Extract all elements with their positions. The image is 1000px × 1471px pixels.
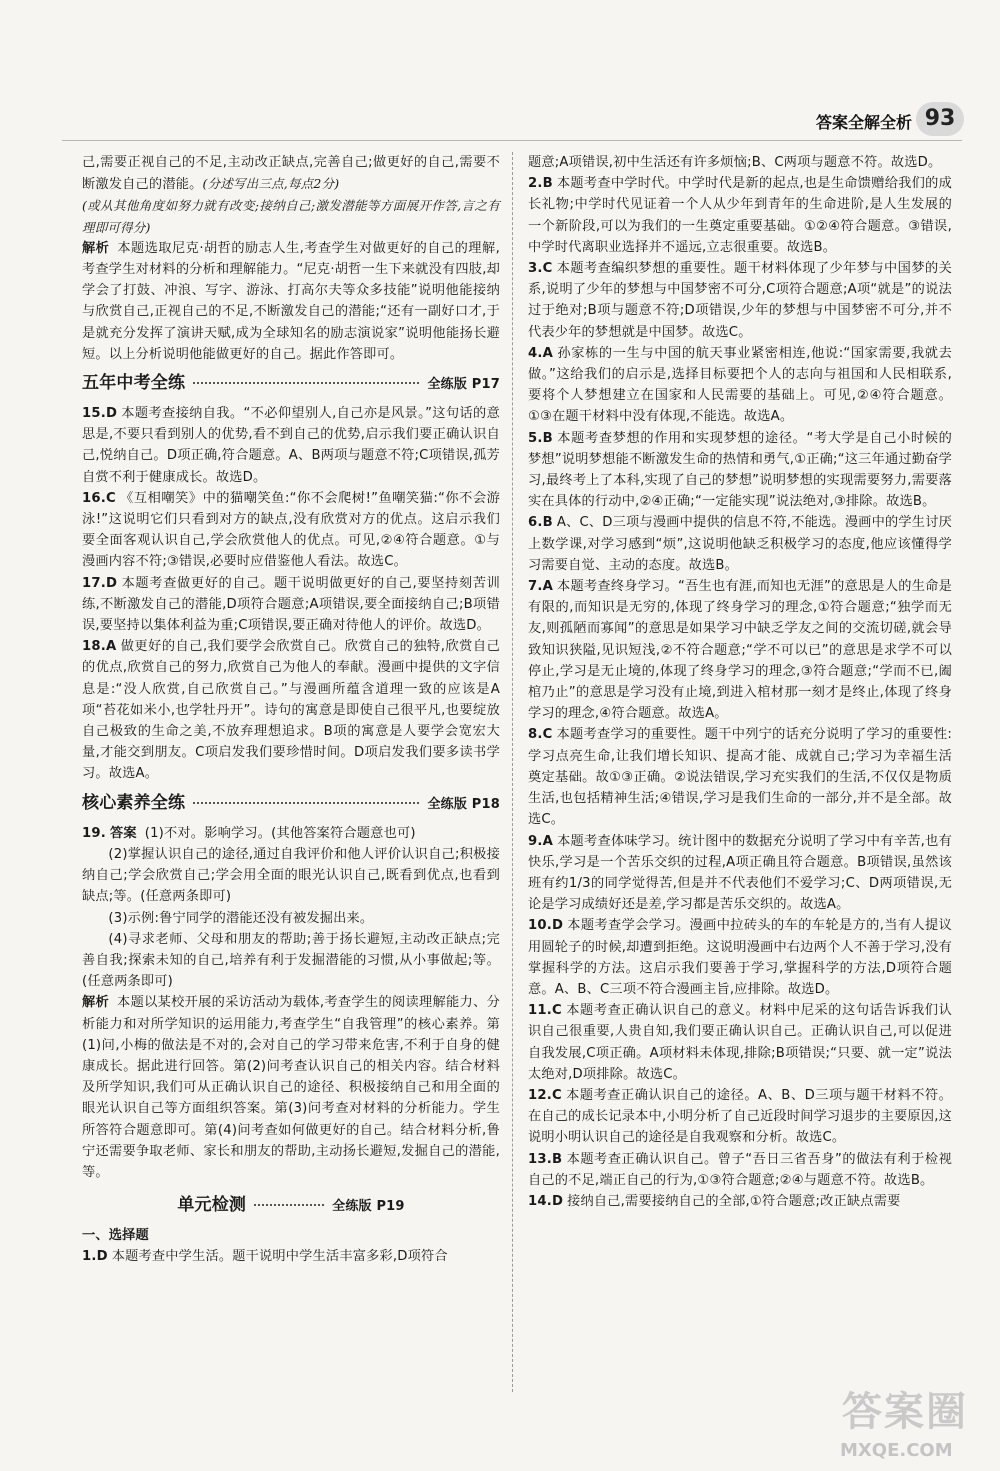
question-text: 做更好的自己,我们要学会欣赏自己。欣赏自己的独特,欣赏自己的优点,欣赏自己的努力,欣赏自己为他人的奉献。漫画中提供的文字信息是:“没人欣赏,自己欣赏自己。”与漫画所蕴含道理一致的应该是A项“苔花如米小,也学牡丹开”。诗句的寓意是即使自己很平凡,也要绽放自己极致的生命之美,不放弃理想追求。B项的寓意是人要学会宽宏大量,才能交到朋友。C项启发我们要珍惜时间。D项启发我们要多读书学习。故选A。 xyxy=(82,639,500,782)
question-number: 13.B xyxy=(528,1151,563,1167)
question-text: 本题考查中学时代。中学时代是新的起点,也是生命馈赠给我们的成长礼物;中学时代见证着一个人从少年到青年的生命进阶,是人生发展的一个新阶段,可以为我们的一生奠定重要基础。①②④符合题意。③错误,中学时代离职业选择并不遥远,立志很重要。故选B。 xyxy=(528,176,952,255)
section-header xyxy=(82,373,500,397)
section-title: 核心素养全练 xyxy=(82,792,186,813)
analysis-text: 本题以某校开展的采访活动为载体,考查学生的阅读理解能力、分析能力和对所学知识的运用能力,考查学生“自我管理”的核心素养。第(1)问,小梅的做法是不对的,会对自己的学习带来危害,不利于自身的健康成长。据此进行回答。第(2)问考查认识自己的相关内容。结合材料及所学知识,我们可从正确认识自己的途径、积极接纳自己和用全面的眼光认识自己等方面组织答案。第(3)问考查对材料的分析能力。学生所答符合题意即可。第(4)问考查如何做更好的自己。结合材料分析,鲁宁还需要争取老师、家长和朋友的帮助,主动扬长避短,发掘自己的潜能,等。 xyxy=(82,995,500,1180)
question-number: 12.C xyxy=(528,1087,562,1103)
question-number: 17.D xyxy=(82,575,118,591)
section-title: 单元检测 xyxy=(177,1195,247,1216)
question-item xyxy=(528,173,952,258)
question-number: 11.C xyxy=(528,1003,562,1019)
question-text: 接纳自己,需要接纳自己的全部,①符合题意;改正缺点需要 xyxy=(567,1193,901,1209)
question-text: 本题考查编织梦想的重要性。题干材料体现了少年梦与中国梦的关系,说明了少年的梦想与中国梦密不可分,C项符合题意;A项“就是”的说法过于绝对;B项与题意不符;D项错误,少年的梦想与中国梦密不可分,并不代表少年的梦想就是中国梦。故选C。 xyxy=(528,261,952,340)
page-number: 93 xyxy=(916,102,964,136)
section-ref: 全练版 P18 xyxy=(427,796,500,812)
answer-part: (2)掌握认识自己的途径,通过自我评价和他人评价认识自己;积极接纳自己;学会欣赏自己;学会用全面的眼光认识自己,既看到优点,也看到缺点;等。(任意两条即可) xyxy=(82,846,500,905)
subsection-title: 一、选择题 xyxy=(82,1228,149,1244)
column-divider xyxy=(512,152,513,1392)
question-text: 《互相嘲笑》中的猫嘲笑鱼:“你不会爬树!”鱼嘲笑猫:“你不会游泳!”这说明它们只看到对方的缺点,没有欣赏对方的优点。这启示我们要全面客观认识自己,学会欣赏他人的优点。可见,②④符合题意。①与漫画内容不符;③错误,必要时应借鉴他人看法。故选C。 xyxy=(82,490,500,570)
question-number: 3.C xyxy=(528,261,553,277)
question-text: 本题考查正确认识自己的途径。A、B、D三项与题干材料不符。在自己的成长记录本中,小明分析了自己近段时间学习退步的主要原因,这说明小明认识自己的途径是自我观察和分析。故选C。 xyxy=(528,1087,952,1146)
header-title: 答案全解全析 xyxy=(815,113,912,132)
section-header xyxy=(82,793,500,817)
section-ref: 全练版 P19 xyxy=(332,1199,405,1215)
answer-part: (3)示例:鲁宁同学的潜能还没有被发掘出来。 xyxy=(108,910,374,926)
question-number: 1.D xyxy=(82,1249,108,1265)
paragraph: 题意;A项错误,初中生活还有许多烦恼;B、C两项与题意不符。故选D。 xyxy=(528,155,942,170)
question-number: 9.A xyxy=(528,833,553,849)
question-number: 8.C xyxy=(528,727,553,743)
question-item xyxy=(82,573,500,637)
section-leader xyxy=(193,802,419,804)
question-number: 5.B xyxy=(528,430,553,446)
question-item xyxy=(82,1246,500,1267)
question-item xyxy=(528,512,952,576)
question-number: 10.D xyxy=(528,918,564,934)
question-item xyxy=(528,343,952,428)
question-number: 6.B xyxy=(528,515,553,531)
question-item xyxy=(82,636,500,784)
question-text: 孙家栋的一生与中国的航天事业紧密相连,他说:“国家需要,我就去做。”这给我们的启示是,选择目标要把个人的志向与祖国和人民相联系,要将个人梦想建立在国家和人民需要的基础上。可见,②④符合题意。①③在题干材料中没有体现,不能选。故选A。 xyxy=(528,345,952,425)
answer-part: (4)寻求老师、父母和朋友的帮助;善于扬长避短,主动改正缺点;完善自我;探索未知的自己,培养有利于发掘潜能的习惯,从小事做起;等。(任意两条即可) xyxy=(82,931,500,990)
analysis-paragraph xyxy=(82,238,500,365)
scoring-note: (或从其他角度如努力就有改变;接纳自己;激发潜能等方面展开作答,言之有理即可得分) xyxy=(82,198,500,235)
question-number: 19. xyxy=(82,825,106,841)
question-item xyxy=(82,403,500,488)
question-item xyxy=(82,488,500,573)
analysis-paragraph xyxy=(82,992,500,1183)
section-ref: 全练版 P17 xyxy=(427,377,500,393)
question-number: 2.B xyxy=(528,176,553,192)
question-text: 本题考查梦想的作用和实现梦想的途径。“考大学是自己小时候的梦想”说明梦想能不断激发生命的热情和勇气,①正确;“这三年通过勤奋学习,最终考上了本科,实现了自己的梦想”说明梦想的实现需要努力,需要落实在具体的行动中,②④正确;“一定能实现”说法绝对,③排除。故选B。 xyxy=(528,430,952,510)
analysis-label: 解析 xyxy=(82,240,110,256)
question-text: 本题考查正确认识自己。曾子“吾日三省吾身”的做法有利于检视自己的不足,端正自己的行为,①③符合题意;②④与题意不符。故选B。 xyxy=(528,1151,952,1188)
watermark-logo: 答案圈 xyxy=(842,1389,968,1435)
analysis-label: 解析 xyxy=(82,995,110,1011)
question-number: 18.A xyxy=(82,639,117,655)
section-title: 五年中考全练 xyxy=(82,373,186,394)
question-item xyxy=(528,258,952,343)
answer-text: 己,需要正视自己的不足,主动改正缺点,完善自己;做更好的自己,需要不断激发自己的潜能。 xyxy=(82,155,500,193)
question-text: 本题考查学习的重要性。题干中列宁的话充分说明了学习的重要性:学习点亮生命,让我们增长知识、提高才能、成就自己;学习为幸福生活奠定基础。故①③正确。②说法错误,学习充实我们的生活,不仅仅是物质生活,也包括精神生活;④错误,学习是我们生命的一部分,并不是全部。故选C。 xyxy=(528,727,952,828)
section-leader xyxy=(193,382,419,384)
question-item xyxy=(528,915,952,1000)
paragraph xyxy=(82,152,500,195)
question-number: 15.D xyxy=(82,406,118,422)
question-item xyxy=(528,831,952,916)
question-item xyxy=(528,1085,952,1149)
question-item xyxy=(528,1191,952,1212)
question-text: 本题考查正确认识自己的意义。材料中尼采的这句话告诉我们认识自己很重要,人贵自知,我们要正确认识自己。正确认识自己,可以促进自我发展,C项正确。A项材料未体现,排除;B项错误;“只要、就一定”说法太绝对,D项排除。故选C。 xyxy=(528,1003,952,1082)
right-column xyxy=(528,152,952,1212)
question-text: 本题考查终身学习。“吾生也有涯,而知也无涯”的意思是人的生命是有限的,而知识是无穷的,体现了终身学习的理念,①符合题意;“独学而无友,则孤陋而寡闻”的意思是如果学习中缺乏学友之间的交流切磋,就会导致知识狭隘,见识短浅,②不符合题意;“学不可以已”的意思是求学不可以停止,学习是无止境的,体现了终身学习的理念,③符合题意;“学而不已,阖棺乃止”的意思是学习没有止境,到进入棺材那一刻才是终止,体现了终身学习的理念,④符合题意。故选A。 xyxy=(528,579,952,722)
question-number: 14.D xyxy=(528,1193,564,1209)
question-text: 本题考查中学生活。题干说明中学生活丰富多彩,D项符合 xyxy=(111,1249,448,1265)
question-item xyxy=(528,1149,952,1191)
question-text: A、C、D三项与漫画中提供的信息不符,不能选。漫画中的学生讨厌上数学课,对学习感到“烦”,这说明他缺乏积极学习的态度,他应该懂得学习需要自觉、主动的态度。故选B。 xyxy=(528,515,952,573)
question-number: 7.A xyxy=(528,579,553,595)
answer-part: (1)不对。影响学习。(其他答案符合题意也可) xyxy=(144,825,416,841)
scoring-note: (分述写出三点,每点2分) xyxy=(202,176,340,192)
question-number: 4.A xyxy=(528,345,553,361)
header-rule xyxy=(62,140,962,141)
question-text: 本题考查学会学习。漫画中拉砖头的车的车轮是方的,当有人提议用圆轮子的时候,却遭到拒绝。这说明漫画中右边两个人不善于学习,没有掌握科学的方法。这启示我们要善于学习,掌握科学的方法,D项符合题意。A、B、C三项不符合漫画主旨,应排除。故选D。 xyxy=(528,918,952,997)
question-text: 本题考查做更好的自己。题干说明做更好的自己,要坚持刻苦训练,不断激发自己的潜能,D项符合题意;A项错误,要全面接纳自己;B项错误,要坚持以集体利益为重;C项错误,要正确对待他人的评价。故选D。 xyxy=(82,575,500,634)
question-item xyxy=(528,428,952,513)
watermark-url: MXQE.COM xyxy=(840,1440,953,1461)
section-header xyxy=(82,1195,500,1219)
left-column xyxy=(82,152,500,1268)
question-item xyxy=(528,1000,952,1085)
question-text: 本题考查接纳自我。“不必仰望别人,自己亦是风景。”这句话的意思是,不要只看到别人的优势,看不到自己的优势,启示我们要正确认识自己,悦纳自己。D项正确,符合题意。A、B两项与题意不符;C项错误,孤芳自赏不利于健康成长。故选D。 xyxy=(82,406,500,485)
section-leader xyxy=(254,1204,324,1206)
question-text: 本题考查体味学习。统计图中的数据充分说明了学习中有辛苦,也有快乐,学习是一个苦乐交织的过程,A项正确且符合题意。B项错误,虽然该班有约1/3的同学觉得苦,但是并不代表他们不爱学习;C、D两项错误,无论是学习成绩好还是差,学习都是苦乐交织的。故选A。 xyxy=(528,833,952,913)
question-number: 16.C xyxy=(82,490,116,506)
analysis-text: 本题选取尼克·胡哲的励志人生,考查学生对做更好的自己的理解,考查学生对材料的分析和理解能力。“尼克·胡哲一生下来就没有四肢,却学会了打鼓、冲浪、写字、游泳、打高尔夫等众多技能”说明他能接纳与欣赏自己,正视自己的不足,不断激发自己的潜能;“还有一副好口才,于是就充分发挥了演讲天赋,成为全球知名的励志演说家”说明他能扬长避短。以上分析说明他能做更好的自己。据此作答即可。 xyxy=(82,240,501,362)
answer-label: 答案 xyxy=(109,825,137,841)
question-item xyxy=(82,823,500,844)
question-item xyxy=(528,724,952,830)
question-item xyxy=(528,576,952,724)
page-header xyxy=(0,98,1000,144)
